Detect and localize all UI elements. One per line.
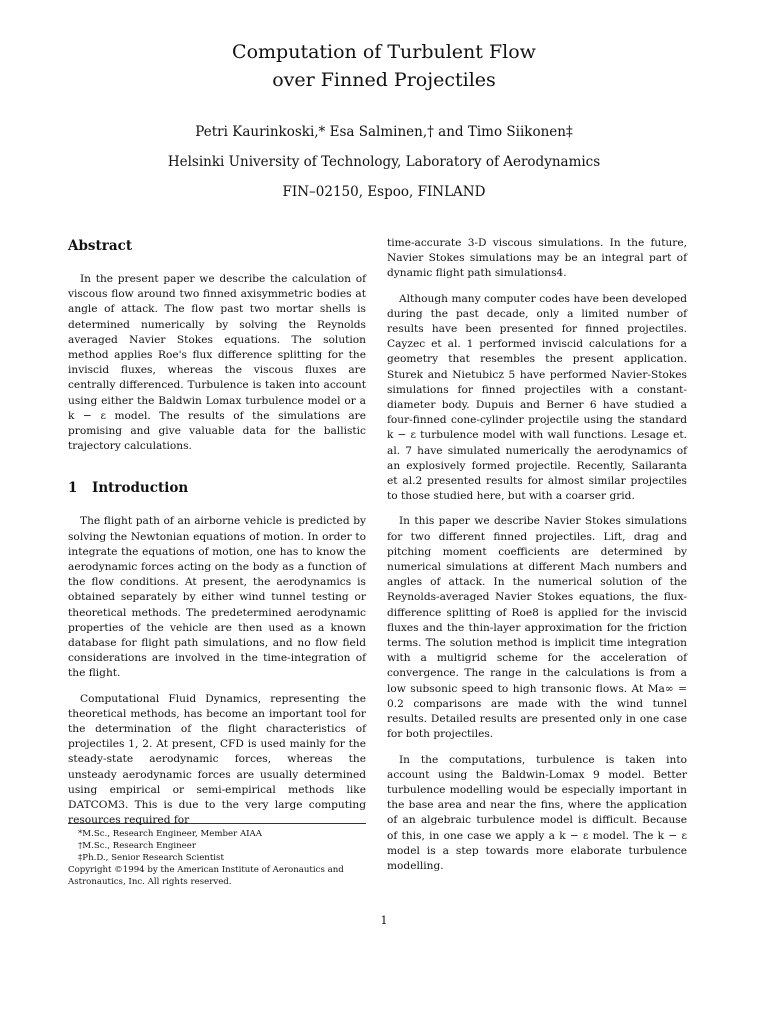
author-list: Petri Kaurinkoski,* Esa Salminen,† and Timo Siikonen‡: [195, 124, 573, 140]
affiliation: Helsinki University of Technology, Laboratory of Aerodynamics: [167, 154, 601, 170]
copyright-notice: Copyright ©1994 by the American Institute of Aeronautics and Astronautics, Inc. All rights reserved.: [68, 865, 344, 887]
footnotes: [68, 823, 366, 888]
paper-title: [0, 38, 768, 94]
intro-paragraph-3: Although many computer codes have been developed during the past decade, only a limited number of results have been presented for finned projectiles. Cayzec et al. 1 performed inviscid calculations for a geometry that resembles the present application. Sturek and Nietubicz 5 have performed Navier-Stokes simulations for finned projectiles with a constant-diameter body. Dupuis and Berner 6 have studied a four-finned cone-cylinder projectile using the standard k − ε turbulence model with wall functions. Lesage et. al. 7 have simulated numerically the aerodynamics of an explosively formed projectile. Recently, Sailaranta et al.2 presented results for almost similar projectiles to those studied here, but with a coarser grid.: [387, 292, 687, 503]
title-line-1: Computation of Turbulent Flow: [232, 41, 536, 63]
right-column: [387, 236, 687, 884]
section-number: 1: [68, 480, 78, 497]
intro-paragraph-1: The flight path of an airborne vehicle is predicted by solving the Newtonian equations of motion. In order to integrate the equations of motion, one has to know the aerodynamic forces acting on the body as a function of the flow conditions. At present, the aerodynamics is obtained separately by either wind tunnel testing or theoretical methods. The predetermined aerodynamic properties of the vehicle are then used as a known database for flight path simulations, and no flow field considerations are involved in the time-integration of the flight.: [68, 515, 366, 680]
title-line-2: over Finned Projectiles: [272, 69, 496, 91]
intro-paragraph-2: Computational Fluid Dynamics, representing the theoretical methods, has become an important tool for the determination of the flight characteristics of projectiles 1, 2. At present, CFD is used mainly for the steady-state aerodynamic forces, whereas the unsteady aerodynamic forces are usually determined using empirical or semi-empirical methods like DATCOM3. This is due to the very large computing resources required for: [68, 692, 366, 827]
intro-heading: [68, 478, 366, 498]
intro-paragraph-continued: time-accurate 3-D viscous simulations. In the future, Navier Stokes simulations may be an integral part of dynamic flight path simulations4.: [387, 237, 687, 280]
intro-paragraph-5: In the computations, turbulence is taken into account using the Baldwin-Lomax 9 model. Better turbulence modelling would be especially important in the base area and near the fins, where the application of an algebraic turbulence model is difficult. Because of this, in one case we apply a k − ε model. The k − ε model is a step towards more elaborate turbulence modelling.: [387, 753, 687, 872]
abstract-text: In the present paper we describe the calculation of viscous flow around two finned axisymmetric bodies at angle of attack. The flow past two mortar shells is determined numerically by solving the Reynolds averaged Navier Stokes equations. The solution method applies Roe's flux difference splitting for the inviscid fluxes, whereas the viscous fluxes are centrally differenced. Turbulence is taken into account using either the Baldwin Lomax turbulence model or a k − ε model. The results of the simulations are promising and give valuable data for the ballistic trajectory calculations.: [68, 273, 366, 453]
location: FIN–02150, Espoo, FINLAND: [282, 184, 486, 200]
section-title: Introduction: [92, 480, 189, 497]
left-column: [68, 236, 366, 839]
intro-paragraph-4: In this paper we describe Navier Stokes simulations for two different finned projectiles. Lift, drag and pitching moment coefficients are determined by numerical simulations at different Mach numbers and angles of attack. In the numerical solution of the Reynolds-averaged Navier Stokes equations, the flux-difference splitting of Roe8 is applied for the inviscid fluxes and the thin-layer approximation for the friction terms. The solution method is implicit time integration with a multigrid scheme for the acceleration of convergence. The range in the calculations is from a low subsonic speed to high transonic flows. At Ma∞ = 0.2 comparisons are made with the wind tunnel results. Detailed results are presented only in one case for both projectiles.: [387, 515, 687, 741]
footnote-1: *M.Sc., Research Engineer, Member AIAA: [78, 829, 262, 839]
abstract-heading: Abstract: [68, 238, 133, 254]
page-number: 1: [380, 914, 388, 927]
footnote-2: †M.Sc., Research Engineer: [78, 841, 196, 851]
footnote-3: ‡Ph.D., Senior Research Scientist: [78, 853, 224, 863]
